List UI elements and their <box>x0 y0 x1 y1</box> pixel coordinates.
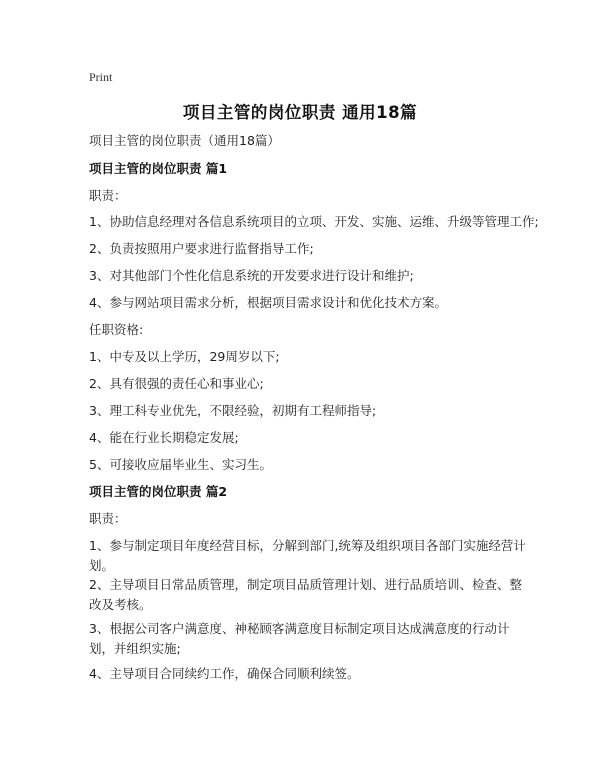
section2-duties-label: 职责： <box>89 511 127 526</box>
section1-qualification-item: 2、具有很强的责任心和事业心; <box>89 376 264 391</box>
section2-heading: 项目主管的岗位职责 篇2 <box>89 484 228 499</box>
section2-duty-item: 1、参与制定项目年度经营目标，分解到部门,统筹及组织项目各部门实施经营计划。 <box>89 538 526 573</box>
section1-qualification-item: 3、理工科专业优先，不限经验，初期有工程师指导; <box>89 403 377 418</box>
section2-duty-item: 3、根据公司客户满意度、神秘顾客满意度目标制定项目达成满意度的行动计划，并组织实施; <box>89 621 510 656</box>
section2-duty-item: 4、主导项目合同续约工作，确保合同顺利续签。 <box>89 666 360 681</box>
section1-qualification-item: 5、可接收应届毕业生、实习生。 <box>89 457 272 472</box>
section1-duty-item: 1、协助信息经理对各信息系统项目的立项、开发、实施、运维、升级等管理工作; <box>89 214 539 229</box>
print-label[interactable]: Print <box>89 70 113 84</box>
section1-duty-item: 4、参与网站项目需求分析，根据项目需求设计和优化技术方案。 <box>89 295 447 310</box>
section1-qualifications-label: 任职资格: <box>89 322 144 337</box>
section2-duty-item: 2、主导项目日常品质管理，制定项目品质管理计划、进行品质培训、检查、整改及考核。 <box>89 577 522 612</box>
page-title: 项目主管的岗位职责 通用18篇 <box>182 103 418 122</box>
section1-heading: 项目主管的岗位职责 篇1 <box>89 161 228 176</box>
section1-duty-item: 2、负责按照用户要求进行监督指导工作; <box>89 241 314 256</box>
section1-duty-item: 3、对其他部门个性化信息系统的开发要求进行设计和维护; <box>89 268 414 283</box>
section1-qualification-item: 4、能在行业长期稳定发展; <box>89 430 239 445</box>
section1-qualification-item: 1、中专及以上学历，29周岁以下; <box>89 349 280 364</box>
section1-duties-label: 职责： <box>89 188 127 203</box>
subtitle: 项目主管的岗位职责（通用18篇） <box>89 133 280 148</box>
